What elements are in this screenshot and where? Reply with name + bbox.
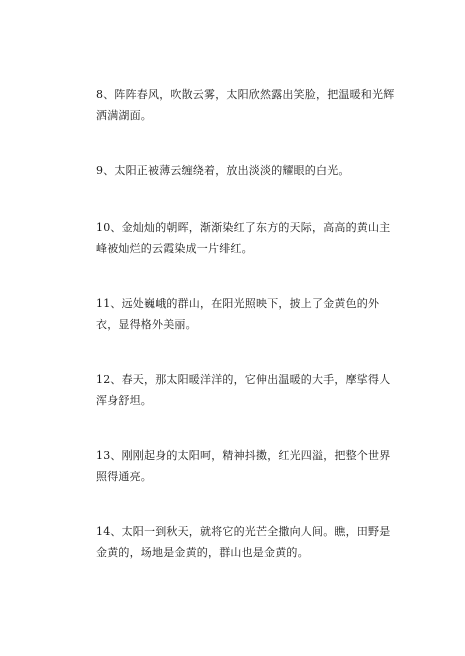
paragraph-10: 10、金灿灿的朝晖，渐渐染红了东方的天际，高高的黄山主峰被灿烂的云霞染成一片绯红。: [96, 221, 391, 255]
paragraph-9: 9、太阳正被薄云缠绕着，放出淡淡的耀眼的白光。: [96, 164, 350, 177]
paragraph-14: 14、太阳一到秋天，就将它的光芒全撒向人间。瞧，田野是金黄的，场地是金黄的，群山也是金黄的。: [96, 525, 391, 559]
paragraph-11: 11、远处巍峨的群山，在阳光照映下，披上了金黄色的外衣，显得格外美丽。: [96, 297, 380, 331]
document-body: [96, 84, 396, 595]
paragraph-12: 12、春天，那太阳暖洋洋的，它伸出温暖的大手，摩挲得人浑身舒坦。: [96, 373, 391, 407]
paragraph-8: 8、阵阵春风，吹散云雾，太阳欣然露出笑脸，把温暖和光辉洒满湖面。: [96, 88, 395, 122]
paragraph-13: 13、刚刚起身的太阳呵，精神抖擞，红光四溢，把整个世界照得通亮。: [96, 449, 391, 483]
